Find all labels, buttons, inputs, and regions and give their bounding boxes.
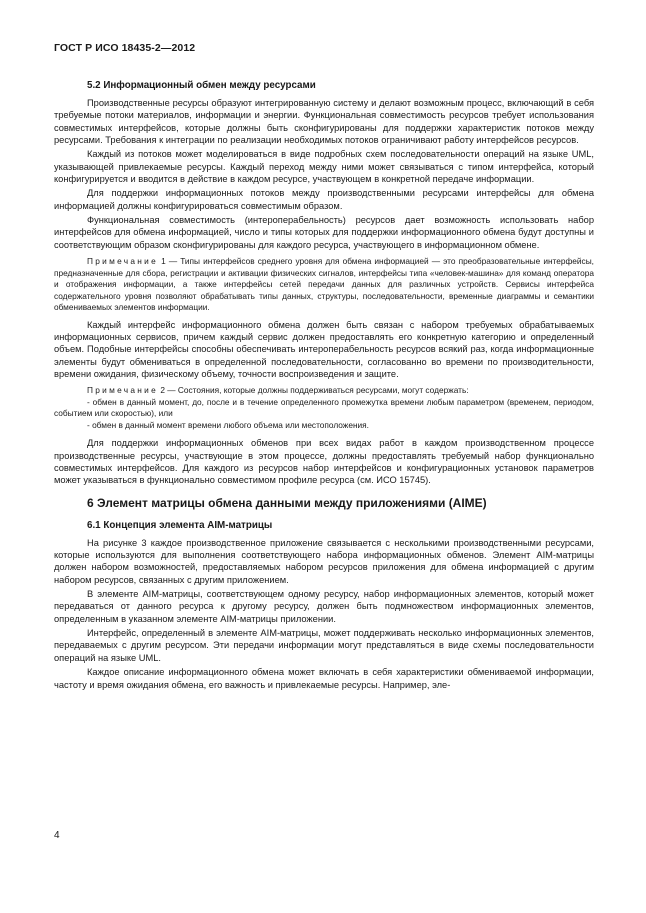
note-label: Примечание [87,385,159,396]
document-header: ГОСТ Р ИСО 18435-2—2012 [54,42,196,54]
paragraph: Каждый из потоков может моделироваться в виде подробных схем последовательности операций на языке UML, указывающей привлекаемые ресурсы. Каждый переход между ними может связываться с типом интерфейса, который конфигурируется и вводится в действие в каждом ресурсе, участвующем в конкретной передаче информации. [54,149,594,185]
paragraph: Каждый интерфейс информационного обмена должен быть связан с набором требуемых обрабатываемых информационных сервисов, причем каждый сервис должен предоставлять его конкретную категорию и определенный объем. Подобные интерфейсы способны обеспечивать интероперабельность ресурсов всякий раз, когда информационные элементы будут обмениваться в определенной последовательности, согласованно во времени по производительности, времени ожидания, физическому объему, точности воспроизведения и защите. [54,319,594,379]
paragraph: В элементе AIM-матрицы, соответствующем одному ресурсу, набор информационных элементов, который может передаваться от данного ресурса к другому ресурсу, должен быть подмножеством информационных элементов, определенным в указанном элементе AIM-матрицы приложении. [54,589,594,624]
note-2-item: - обмен в данный момент времени любого объема или местоположения. [87,419,369,430]
paragraph: На рисунке 3 каждое производственное приложение связывается с несколькими производственными ресурсами, которые используются для выполнения соответствующего набора информационных обменов. Элемент AIM-матрицы должен набором возможностей, предоставляемых набором ресурсов приложения для обмена информацией с другим набором ресурсов, связанных с другим приложением. [54,537,594,585]
paragraph: Для поддержки информационных потоков между производственными ресурсами интерфейсы для обмена информацией должны конфигурироваться совместимым образом. [54,188,594,211]
note-1 [54,256,594,314]
section-5-2-heading: 5.2 Информационный обмен между ресурсами [87,80,316,91]
paragraph: Производственные ресурсы образуют интегрированную систему и делают возможным процесс, включающий в себя требуемые потоки материалов, информации и энергии. Функциональная совместимость ресурсов требует использования совместимых интерфейсов, которые должны быть сконфигурированы для поддержки характеристик потоков между ресурсами. Требования к интеграции по реализации необходимых потоков ограничивают работу интерфейсов ресурсов. [54,98,594,146]
note-label: Примечание [87,256,159,267]
note-2-item: - обмен в данный момент, до, после и в течение определенного промежутка времени любым параметром (временем, периодом, событием или скоростью), или [54,396,594,419]
page-content [54,80,594,693]
note-text: 2 — Состояния, которые должны поддерживаться ресурсами, могут содержать: [160,385,469,396]
note-2 [54,385,594,397]
section-6-heading: 6 Элемент матрицы обмена данными между приложениями (AIME) [87,495,487,510]
paragraph: Функциональная совместимость (интероперабельность) ресурсов дает возможность использовать набор интерфейсов для обмена информацией, число и типы которых для поддержки информационного обмена будут доступны и соответствующим образом сконфигурированы для каждого ресурса, участвующего в информационном обмене. [54,215,594,250]
paragraph: Интерфейс, определенный в элементе AIM-матрицы, может поддерживать несколько информационных элементов, передаваемых с другим ресурсом. Эти передачи информации могут представляться в виде схемы последовательности операций на языке UML. [54,628,594,663]
note-text: 1 — Типы интерфейсов среднего уровня для обмена информацией — это преобразовательные интерфейсы, предназначенные для сбора, регистрации и активации физических сигналов, интерфейсы типа «человек-машина» для команд оператора и отображения информации, а также интерфейсы сетей передачи данных для различных устройств. Сервисы интерфейса содержательного уровня позволяют обрабатывать типы данных, структуры, последовательности, временные диаграммы и семантики обмениваемых элементов информации. [54,256,594,313]
paragraph: Для поддержки информационных обменов при всех видах работ в каждом производственном процессе производственные ресурсы, участвующие в этом процессе, должны предоставлять требуемый набор функционально совместимых интерфейсов. Для каждого из ресурсов набор интерфейсов и конфигурационных установок параметров может указываться в функционально совместимом профиле ресурса (см. ИСО 15745). [54,438,594,486]
section-6-1-heading: 6.1 Концепция элемента AIM-матрицы [87,519,273,531]
paragraph: Каждое описание информационного обмена может включать в себя характеристики обмениваемой информации, частоту и время ожидания обмена, его важность и привлекаемые ресурсы. Например, эле- [54,667,594,690]
page-number: 4 [54,830,60,841]
